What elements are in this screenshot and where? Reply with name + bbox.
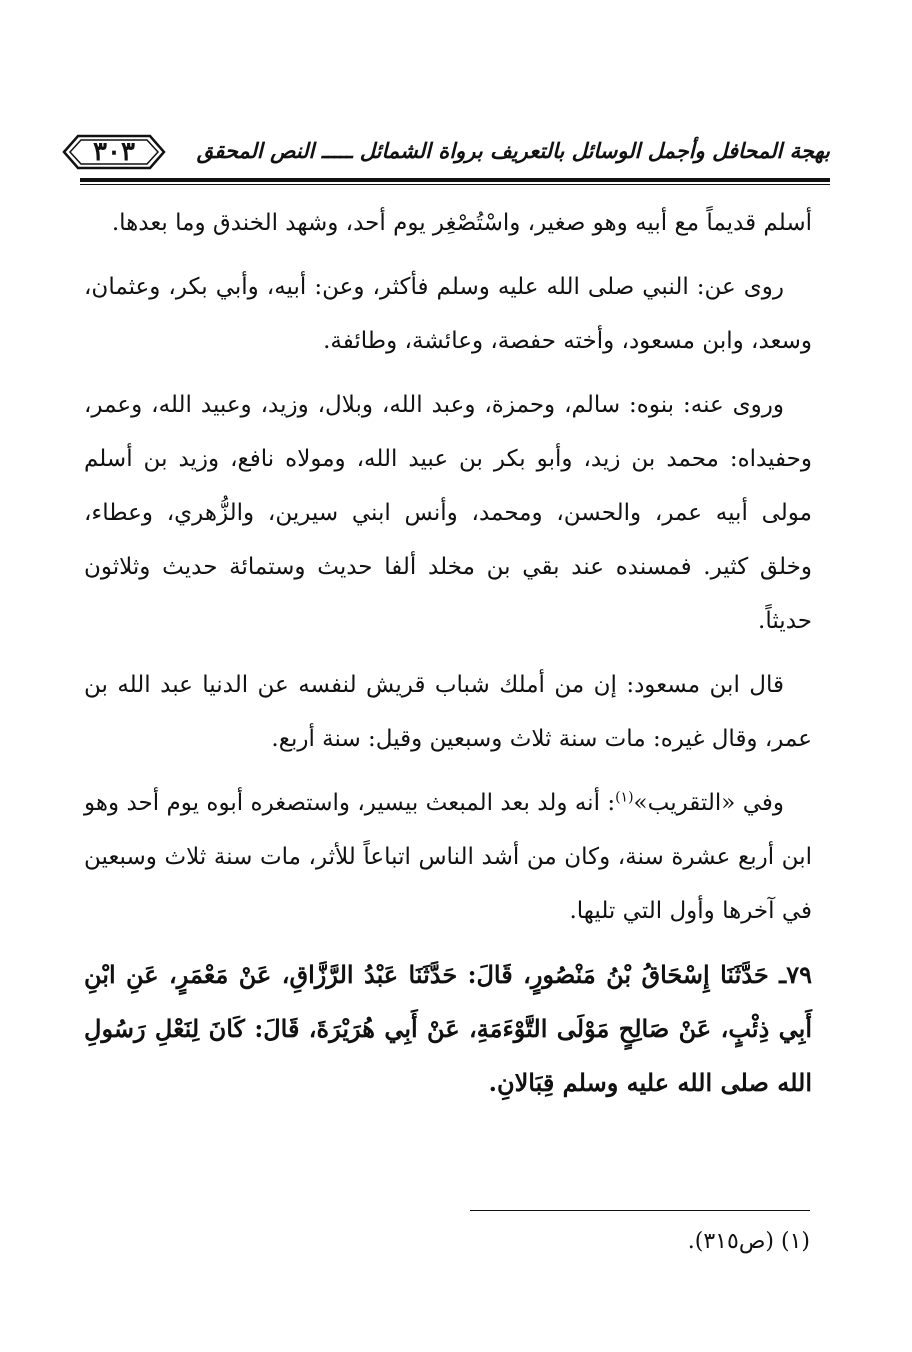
footnote: (١) (ص٣١٥). <box>687 1229 810 1254</box>
taqrib-text: : أنه ولد بعد المبعث بيسير، واستصغره أبوه يوم أحد وهو ابن أربع عشرة سنة، وكان من أشد الناس اتباعاً للأثر، مات سنة ثلاث وسبعين في آخرها وأول التي تليها. <box>84 790 812 924</box>
paragraph-intro: أسلم قديماً مع أبيه وهو صغير، واسْتُصْغِر يوم أحد، وشهد الخندق وما بعدها. <box>111 210 812 236</box>
paragraph-ibn-masud: قال ابن مسعود: إن من أملك شباب قريش لنفسه عن الدنيا عبد الله بن عمر، وقال غيره: مات سنة ثلاث وسبعين وقيل: سنة أربع. <box>84 672 812 752</box>
main-text <box>84 196 812 1120</box>
running-header-title: بهجة المحافل وأجمل الوسائل بالتعريف برواة الشمائل ـــــ النص المحقق <box>196 138 830 163</box>
hadith-text: ٧٩ـ حَدَّثَنَا إِسْحَاقُ بْنُ مَنْصُورٍ، قَالَ: حَدَّثَنَا عَبْدُ الرَّزَّاقِ، عَنْ مَعْمَرٍ، عَنِ ابْنِ أَبِي ذِئْبٍ، عَنْ صَالِحٍ مَوْلَى التَّوْءَمَةِ، عَنْ أَبِي هُرَيْرَةَ، قَالَ: كَانَ لِنَعْلِ رَسُولِ الله صلى الله عليه وسلم قِبَالانِ. <box>84 960 812 1097</box>
header-rule <box>80 178 830 182</box>
taqrib-lead: وفي «التقريب» <box>633 790 784 816</box>
footnote-divider <box>470 1210 810 1211</box>
header-rule-thin <box>80 184 830 185</box>
paragraph-narrated-from: روى عن: النبي صلى الله عليه وسلم فأكثر، وعن: أبيه، وأبي بكر، وعثمان، وسعد، وابن مسعود، وأخته حفصة، وعائشة، وطائفة. <box>84 274 812 354</box>
page-number: ٣٠٣ <box>93 137 135 167</box>
page-number-badge <box>60 132 168 172</box>
paragraph-taqrib <box>84 776 812 938</box>
running-header <box>60 128 830 180</box>
footnote-reference: (١) <box>615 789 634 806</box>
paragraph-narrators: وروى عنه: بنوه: سالم، وحمزة، وعبد الله، وبلال، وزيد، وعبيد الله، وعمر، وحفيداه: محمد بن زيد، وأبو بكر بن عبيد الله، ومولاه نافع، وزيد بن أسلم مولى أبيه عمر، والحسن، ومحمد، وأنس ابني سيرين، والزُّهري، وعطاء، وخلق كثير. فمسنده عند بقي بن مخلد ألفا حديث وستمائة حديث وثلاثون حديثاً. <box>84 392 812 634</box>
